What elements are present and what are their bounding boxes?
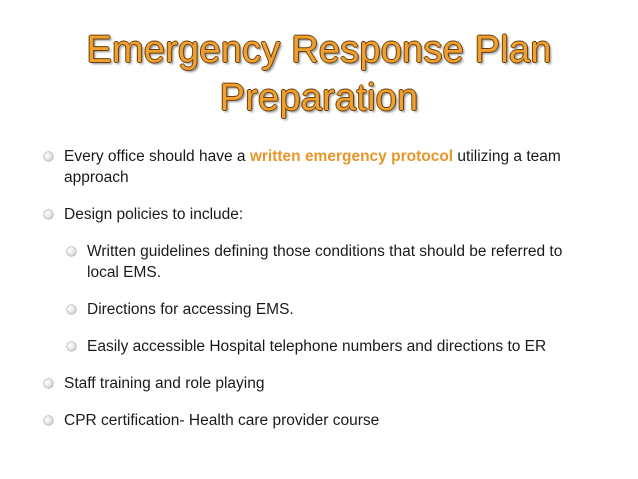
- bullet-text: Written guidelines defining those conditions that should be referred to local EMS.: [87, 243, 563, 281]
- bullet-item-cpr: [38, 410, 598, 431]
- bullet-list: [38, 146, 598, 431]
- sub-bullet-item-guidelines: [61, 241, 598, 283]
- bullet-circle-icon: [67, 305, 76, 314]
- bullet-circle-icon: [67, 342, 76, 351]
- bullet-circle-icon: [44, 152, 53, 161]
- bullet-circle-icon: [44, 210, 53, 219]
- bullet-text: Design policies to include:: [64, 206, 244, 223]
- title-line-1: Emergency Response Plan: [86, 29, 552, 71]
- highlighted-phrase: written emergency protocol: [249, 148, 454, 165]
- bullet-circle-icon: [44, 379, 53, 388]
- bullet-item-design-policies: [38, 204, 598, 225]
- sub-bullet-item-directions: [61, 299, 598, 320]
- bullet-text: Easily accessible Hospital telephone numbers and directions to ER: [87, 338, 547, 355]
- bullet-text: CPR certification- Health care provider course: [64, 412, 380, 429]
- bullet-text: Staff training and role playing: [64, 375, 265, 392]
- bullet-item-staff-training: [38, 373, 598, 394]
- bullet-text-part: utilizing a team approach: [64, 148, 561, 186]
- slide-title: [20, 26, 618, 122]
- title-line-2: Preparation: [219, 77, 419, 119]
- bullet-text: [64, 148, 561, 186]
- bullet-text-part: Every office should have a: [64, 148, 250, 165]
- bullet-circle-icon: [44, 416, 53, 425]
- bullet-text: Directions for accessing EMS.: [87, 301, 294, 318]
- bullet-item-office-protocol: [38, 146, 598, 188]
- sub-bullet-item-hospital-numbers: [61, 336, 598, 357]
- bullet-circle-icon: [67, 247, 76, 256]
